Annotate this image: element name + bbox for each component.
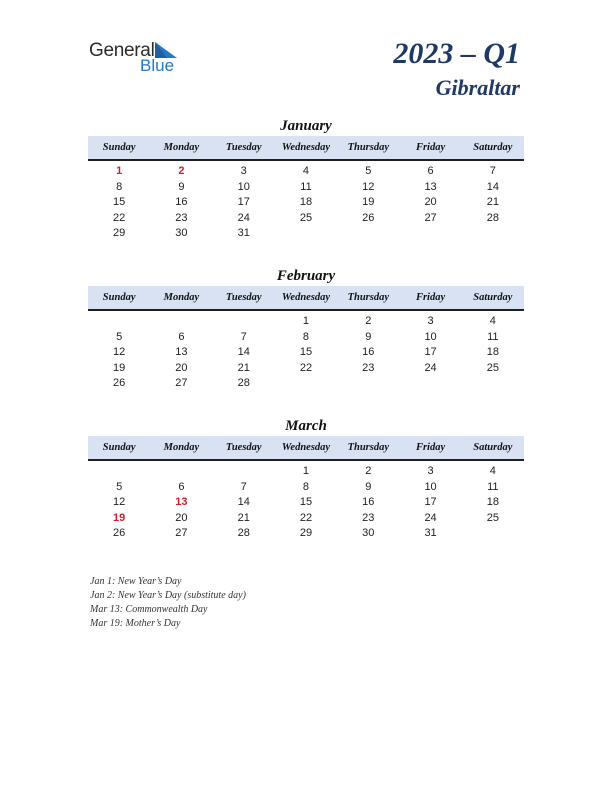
day-cell: 15 [299,496,313,508]
holiday-day-cell: 2 [178,165,185,177]
weekday-label: Thursday [347,442,389,453]
weekday-label: Tuesday [225,142,262,153]
day-cell: 15 [113,196,126,208]
day-cell: 23 [362,361,375,374]
weekday-label: Saturday [473,442,513,453]
day-cell [462,376,524,392]
month-title: January [280,118,332,134]
month-march [88,416,524,542]
day-cell: 31 [237,227,250,239]
weekday-label: Wednesday [281,442,331,453]
logo-text-general: General [89,40,155,61]
weekday-label: Sunday [102,292,136,303]
day-cell: 25 [486,361,499,374]
day-cell [399,226,461,242]
weekday-label: Tuesday [225,442,262,453]
day-cell: 17 [424,496,437,508]
day-cell: 12 [362,180,375,193]
day-cell: 15 [299,346,313,358]
day-cell: 11 [487,330,499,343]
day-cell: 21 [237,511,250,524]
day-cell: 6 [178,480,185,493]
day-cell: 16 [362,496,375,508]
day-cell: 20 [175,361,188,374]
day-cell: 6 [427,165,434,177]
logo-text-blue: Blue [140,56,175,75]
day-cell: 22 [299,361,313,374]
day-cell: 30 [175,227,188,239]
day-cell: 23 [362,511,375,524]
day-cell: 20 [175,511,188,524]
day-cell: 5 [116,330,123,343]
day-cell [213,314,275,330]
day-cell: 5 [365,165,372,177]
day-cell: 7 [489,165,496,177]
day-cell: 4 [302,165,310,177]
weekday-label: Monday [163,292,200,303]
day-cell [275,226,337,242]
day-cell: 25 [486,511,499,524]
day-cell: 26 [113,527,126,539]
weekday-label: Friday [415,142,446,153]
day-cell: 3 [427,465,434,477]
day-cell: 30 [362,527,375,539]
day-cell: 10 [237,180,250,193]
day-cell: 21 [237,361,250,374]
day-cell [150,314,212,330]
month-february [88,266,524,392]
day-cell: 23 [175,211,188,224]
day-grid [88,461,524,542]
holiday-note: Mar 19: Mother’s Day [90,618,181,629]
day-cell: 27 [424,211,437,224]
day-cell: 28 [486,211,499,224]
holiday-note: Jan 2: New Year’s Day (substitute day) [90,590,246,601]
day-cell: 4 [489,315,496,327]
day-grid [88,161,524,242]
day-cell: 13 [175,346,188,358]
weekday-label: Sunday [102,442,136,453]
day-cell: 9 [178,180,185,193]
day-cell [213,464,275,480]
day-cell: 13 [424,180,437,193]
day-cell: 9 [365,480,372,493]
day-cell: 11 [487,480,499,493]
weekday-label: Sunday [102,142,136,153]
day-cell [337,226,399,242]
holiday-day-cell: 13 [175,496,188,508]
day-cell: 16 [175,196,188,208]
weekday-label: Friday [415,442,446,453]
day-cell: 31 [424,527,437,539]
day-grid [88,311,524,392]
day-cell: 28 [237,377,250,389]
day-cell: 27 [175,527,188,539]
day-cell: 28 [237,527,250,539]
weekday-label: Wednesday [281,292,331,303]
day-cell: 27 [175,377,188,389]
day-cell: 29 [113,227,126,239]
month-january [88,116,524,242]
day-cell: 26 [113,377,126,389]
weekday-label: Thursday [347,142,389,153]
weekday-label: Monday [163,142,200,153]
day-cell: 2 [365,315,372,327]
day-cell [150,464,212,480]
day-cell: 9 [365,330,372,343]
day-cell: 17 [237,196,250,208]
day-cell: 26 [362,211,375,224]
day-cell: 24 [237,211,250,224]
logo [89,40,199,80]
day-cell: 21 [486,196,499,208]
day-cell: 20 [424,196,437,208]
day-cell: 7 [240,480,247,493]
day-cell [337,376,399,392]
day-cell: 8 [302,480,310,493]
weekday-header [88,436,524,461]
day-cell: 17 [424,346,437,358]
day-cell: 11 [300,180,312,193]
day-cell: 22 [299,511,313,524]
page-subtitle: Gibraltar [435,75,520,100]
day-cell: 16 [362,346,375,358]
day-cell [462,526,524,542]
day-cell: 3 [240,165,247,177]
day-cell: 4 [489,465,496,477]
day-cell: 18 [486,346,499,358]
weekday-label: Thursday [347,292,389,303]
weekday-label: Saturday [473,292,513,303]
day-cell: 19 [362,196,375,208]
day-cell: 29 [299,527,313,539]
day-cell: 8 [116,180,123,193]
day-cell: 10 [424,330,437,343]
day-cell: 18 [486,496,499,508]
day-cell [462,226,524,242]
holiday-note: Jan 1: New Year’s Day [90,576,182,587]
day-cell: 6 [178,330,185,343]
day-cell: 3 [427,315,434,327]
weekday-label: Wednesday [281,142,331,153]
day-cell: 18 [299,196,313,208]
holiday-notes [90,575,246,631]
day-cell: 2 [365,465,372,477]
holiday-note: Mar 13: Commonwealth Day [90,604,208,615]
day-cell [399,376,461,392]
weekday-header [88,136,524,161]
day-cell: 24 [424,511,437,524]
day-cell: 7 [240,330,247,343]
day-cell [88,314,150,330]
month-title: February [276,268,336,284]
weekday-label: Friday [415,292,446,303]
weekday-label: Saturday [473,142,513,153]
day-cell: 8 [302,330,310,343]
day-cell: 24 [424,361,437,374]
day-cell: 5 [116,480,123,493]
holiday-day-cell: 19 [113,511,126,524]
day-cell: 22 [113,211,126,224]
day-cell: 10 [424,480,437,493]
day-cell: 12 [113,496,126,508]
day-cell: 14 [237,496,250,508]
holiday-day-cell: 1 [116,165,123,177]
day-cell: 25 [299,211,313,224]
weekday-label: Monday [163,442,200,453]
day-cell: 12 [113,346,126,358]
day-cell: 1 [302,315,310,327]
day-cell [88,464,150,480]
day-cell: 1 [302,465,310,477]
day-cell: 14 [486,180,499,193]
month-title: March [285,418,327,434]
weekday-label: Tuesday [225,292,262,303]
page-title: 2023 – Q1 [393,37,520,70]
weekday-header [88,286,524,311]
day-cell: 19 [113,361,126,374]
day-cell: 14 [237,346,250,358]
day-cell [275,376,337,392]
